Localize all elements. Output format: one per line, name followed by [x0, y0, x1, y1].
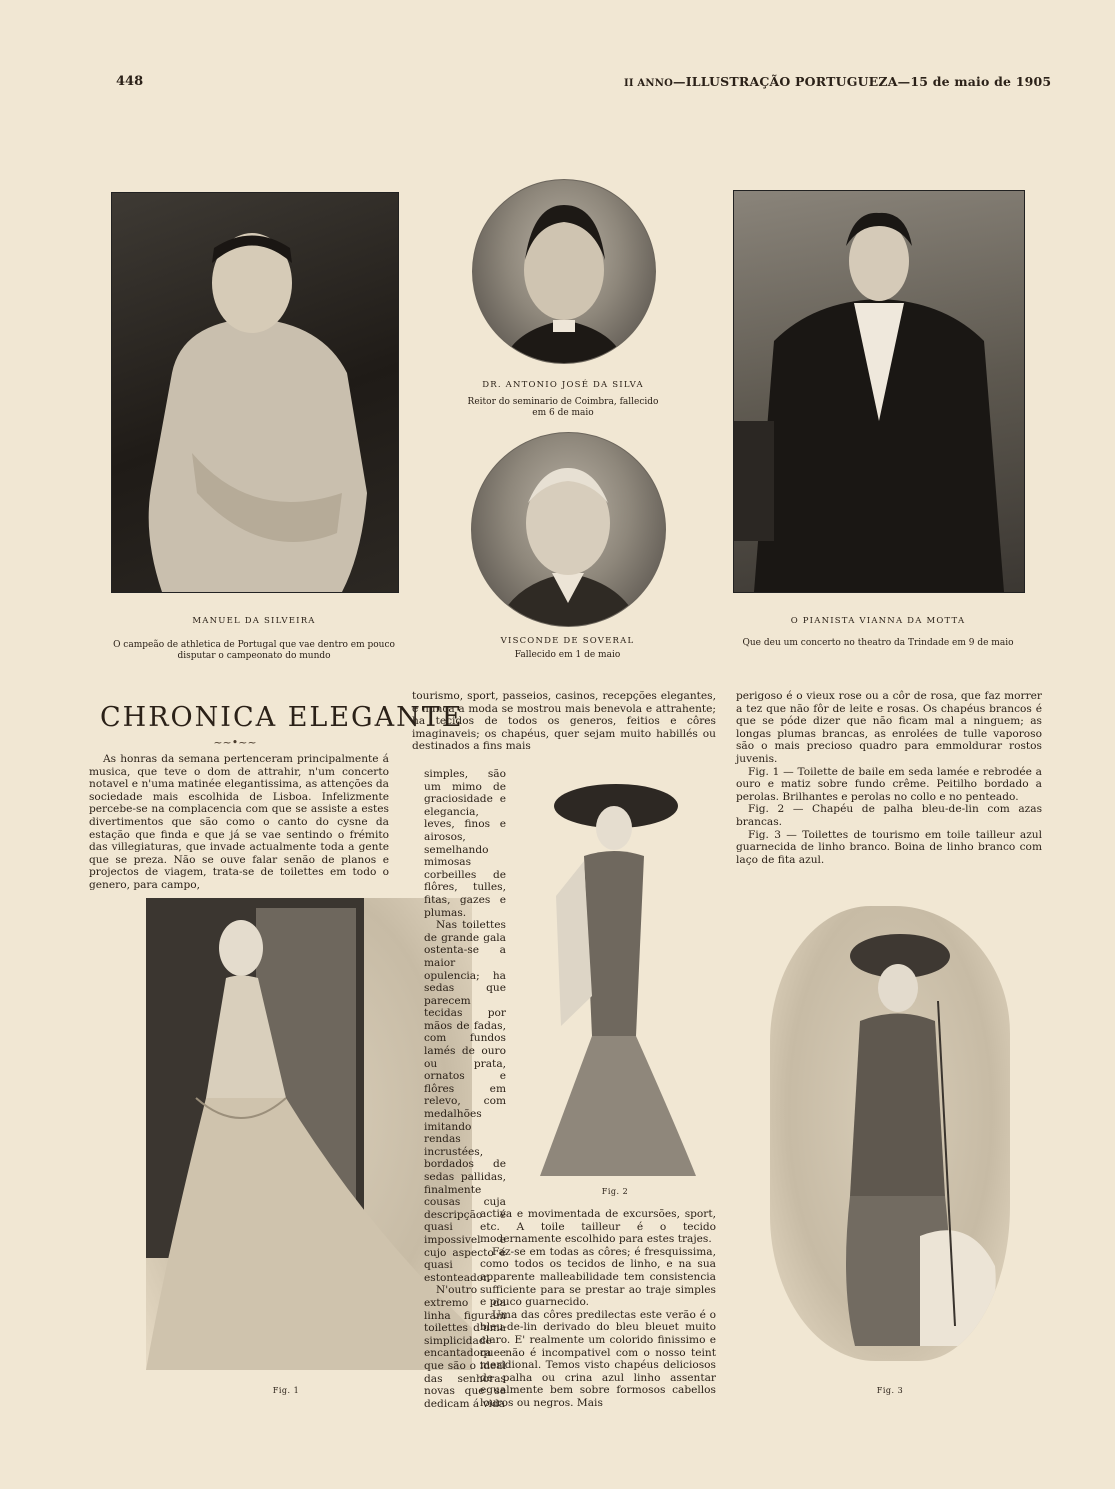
priest-photo [472, 179, 656, 364]
column-2-narrow-paragraph-2: Nas toilettes de grande gala ostenta-se a maior opulencia; ha sedas que parecem tecidas por mãos de fadas, com fundos lamés de ouro ou prata, ornatos e flôres em relevo, com medalhões imitando rendas incrustées, bordados de sedas pallidas, finalmente cousas cuja descripção é quasi impossivel e cujo aspecto é quasi estonteador. [424, 919, 506, 1284]
pianist-figure [734, 191, 1024, 592]
column-2-bottom-text [480, 1208, 716, 1410]
pianist-name: O PIANISTA VIANNA DA MOTTA [790, 616, 966, 626]
column-2-bottom-paragraph-1: activa e movimentada de excursões, sport, etc. A toile tailleur é o tecido modernamente escolhido para estes trajes. [480, 1208, 716, 1246]
fig2-costume-drawing [526, 766, 704, 1180]
publication-title: ILLUSTRAÇÃO PORTUGUEZA [685, 74, 898, 89]
fig3-costume-drawing [770, 906, 1010, 1361]
fig2-illustration [526, 766, 704, 1180]
column-1-text [89, 753, 389, 892]
athlete-description: O campeão de athletica de Portugal que vae dentro em pouco disputar o campeonato do mundo [113, 640, 395, 661]
fig2-label: Fig. 2 [601, 1187, 629, 1196]
viscount-description: Fallecido em 1 de maio [514, 650, 621, 660]
column-2-bottom-paragraph-2: Faz-se em todas as côres; é fresquissima, como todos os tecidos de linho, e na sua apparente malleabilidade tem consistencia sufficiente para se prestar ao traje simples e pouco guarnecido. [480, 1245, 716, 1309]
column-2-bottom-paragraph-3: Uma das côres predilectas este verão é o bleu-de-lin derivado do bleu bleuet muito claro. E' realmente um colorido finissimo e que não é incompativel com o nosso teint meridional. Temos visto chapéus deliciosos de palha ou crina azul linho assentar egualmente bem sobre formosos cabellos louros ou negros. Mais [480, 1308, 716, 1409]
issue-date: 15 de maio de 1905 [910, 74, 1052, 89]
priest-name: DR. ANTONIO JOSÉ DA SILVA [482, 380, 644, 390]
column-2-narrow-paragraph-3: N'outro extremo da linha figuram toilettes d'uma simplicidade encantadora e que são o ideal das senhoras novas que se dedicam á vida [424, 1284, 506, 1410]
priest-figure [473, 180, 655, 363]
column-3-text [736, 690, 1042, 866]
fig1-label: Fig. 1 [272, 1386, 300, 1395]
column-2-top-paragraph: tourismo, sport, passeios, casinos, recepções elegantes, e nunca a moda se mostrou mais benevola e attrahente; ha tecidos de todos os generos, feitios e côres imaginaveis; os chapéus, quer sejam muito habillés ou destinados a fins mais [412, 690, 716, 753]
column-3-fig3-caption: Fig. 3 — Toilettes de tourismo em toile tailleur azul guarnecida de linho branco. Boina de linho branco com laço de fita azul. [736, 828, 1042, 866]
viscount-photo [471, 432, 666, 627]
page-number: 448 [116, 74, 144, 89]
column-2-narrow-paragraph-1: simples, são um mimo de graciosidade e elegancia, leves, finos e airosos, semelhando mimosas corbeilles de flôres, tulles, fitas, gazes e plumas. [424, 768, 506, 919]
article-title: CHRONICA ELEGANTE [100, 702, 464, 733]
viscount-name: VISCONDE DE SOVERAL [500, 636, 635, 646]
running-head: II ANNO—ILLUSTRAÇÃO PORTUGUEZA—15 de maio de 1905 [624, 74, 1052, 89]
viscount-figure [472, 433, 665, 626]
column-2-top-text [412, 690, 716, 753]
priest-description: Reitor do seminario de Coimbra, fallecido em 6 de maio [467, 397, 659, 418]
fig3-label: Fig. 3 [876, 1386, 904, 1395]
athlete-name: MANUEL DA SILVEIRA [192, 616, 316, 626]
title-ornament: ~~•~~ [213, 736, 257, 749]
pianist-description: Que deu um concerto no theatro da Trindade em 9 de maio [742, 638, 1014, 648]
pianist-photo [733, 190, 1025, 593]
athlete-figure [112, 193, 398, 592]
fig3-illustration [770, 906, 1010, 1361]
column-1-paragraph: As honras da semana pertenceram principalmente á musica, que teve o dom de attrahir, n'um concerto notavel e n'uma matinée elegantissima, as attenções da sociedade mais escolhida de Lisboa. Infelizmente percebe-se na complacencia com que se assiste a estes divertimentos que são como o canto do cysne da estação que finda e que já se vae sentindo o frémito das villegiaturas, que invade actualmente toda a gente que se preza. Não se ouve falar senão de planos e projectos de viagem, trata-se de toilettes em todo o genero, para campo, [89, 753, 389, 891]
athlete-photo [111, 192, 399, 593]
column-3-fig1-caption: Fig. 1 — Toilette de baile em seda lamée e rebrodée a ouro e matiz sobre fundo crême. Peitilho bordado a perolas. Brilhantes e perolas no collo e no penteado. [736, 765, 1042, 803]
year-label: II ANNO [624, 78, 673, 89]
column-3-paragraph-1: perigoso é o vieux rose ou a côr de rosa, que faz morrer a tez que não fôr de leite e rosas. Os chapéus brancos é que se póde dizer que não ficam mal a ninguem; as longas plumas brancas, as enrolées de tulle vaporoso são o mais precioso quadro para emmoldurar rostos juvenis. [736, 690, 1042, 765]
column-3-fig2-caption: Fig. 2 — Chapéu de palha bleu-de-lin com azas brancas. [736, 803, 1042, 828]
